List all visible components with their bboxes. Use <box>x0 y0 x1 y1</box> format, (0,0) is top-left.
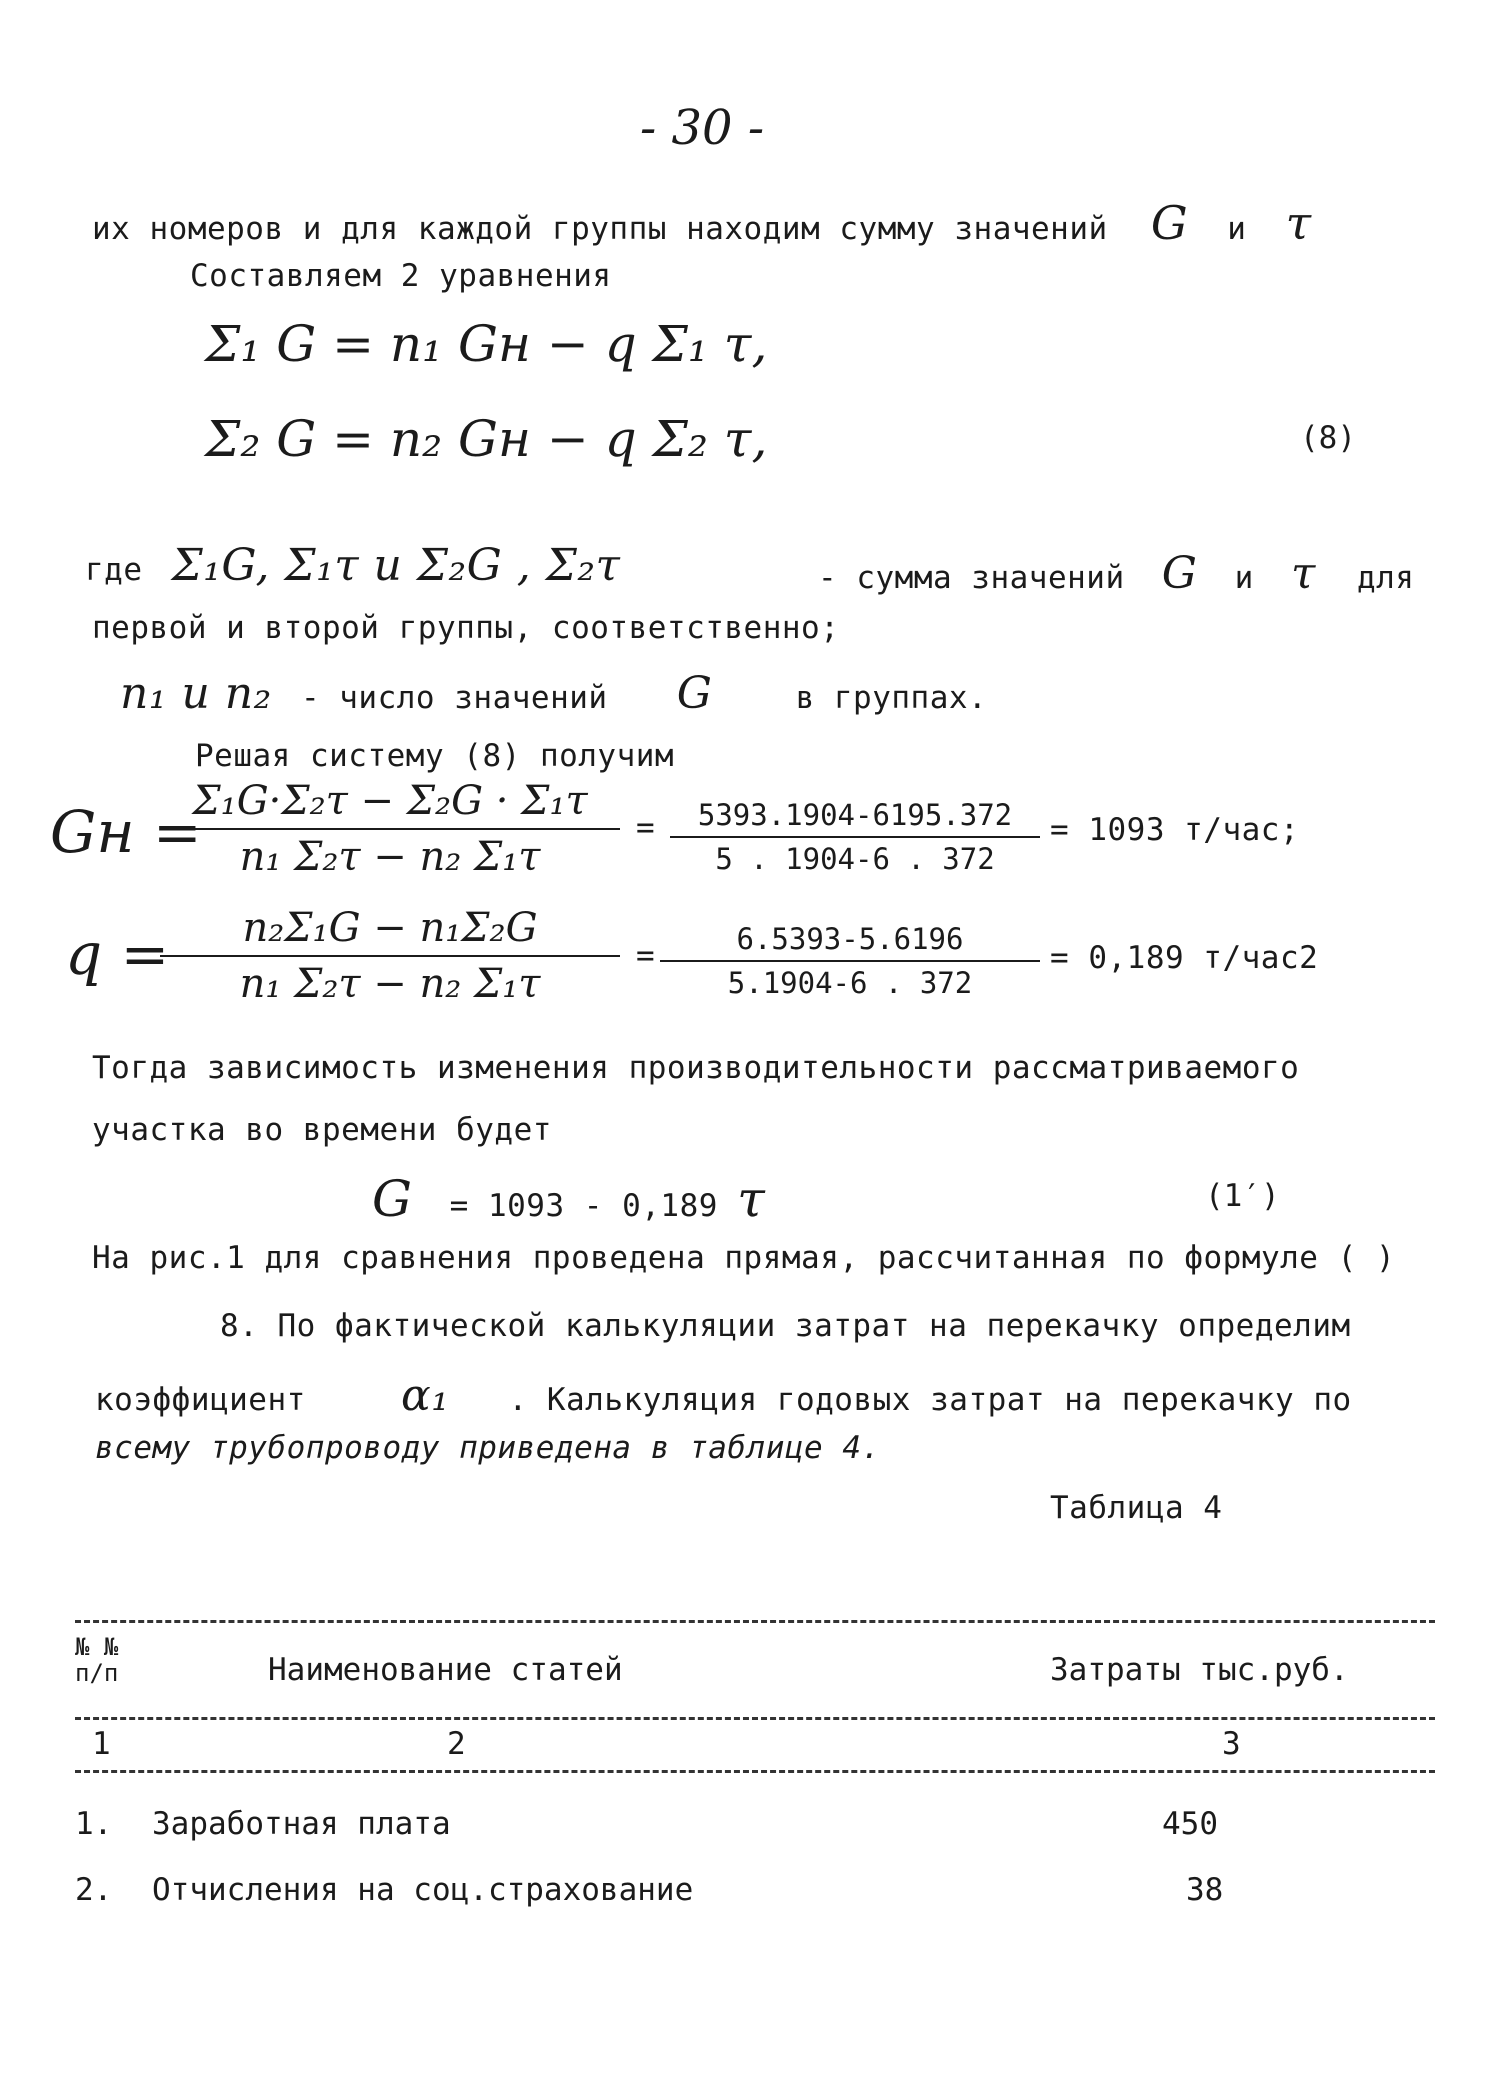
gn-result: = 1093 т/час; <box>1050 812 1300 848</box>
table-row-2-number: 2. <box>75 1872 113 1908</box>
item-8-line-3: всему трубопроводу приведена в таблице 4. <box>95 1430 881 1466</box>
table-col-number-1: 1 <box>92 1726 111 1762</box>
q-denominator: n₁ Σ₂τ − n₂ Σ₁τ <box>239 961 541 1007</box>
equation-8-line-1: Σ₁ G = n₁ Gн − q Σ₁ τ, <box>205 315 768 373</box>
n-line <box>120 668 987 719</box>
gn-values-fraction <box>670 798 1040 876</box>
gn-values-numerator: 5393.1904-6195.372 <box>670 798 1040 838</box>
page-number: - 30 - <box>640 100 765 156</box>
table-col-number-2: 2 <box>447 1726 466 1762</box>
table-row-2-name: Отчисления на соц.страхование <box>152 1872 694 1908</box>
where-rest <box>818 548 1414 599</box>
table-top-rule <box>75 1620 1435 1623</box>
groups-line: первой и второй группы, соответственно; <box>92 610 840 646</box>
item-8-line-2-rest: . Калькуляция годовых затрат на перекачку по <box>508 1382 1352 1418</box>
equation-8-line-2: Σ₂ G = n₂ Gн − q Σ₂ τ, <box>205 410 768 468</box>
where-formula: Σ₁G, Σ₁τ и Σ₂G , Σ₂τ <box>171 540 621 591</box>
solve-line: Решая систему (8) получим <box>195 738 675 774</box>
n-symbols: n₁ и n₂ <box>120 668 272 719</box>
compose-line: Составляем 2 уравнения <box>190 258 612 294</box>
equation-8-number: (8) <box>1300 420 1356 456</box>
table-numbers-rule <box>75 1770 1435 1773</box>
item-8-line-1: 8. По фактической калькуляции затрат на перекачку определим <box>220 1308 1351 1344</box>
where-end: для <box>1356 560 1415 596</box>
symbol-g: G <box>1150 196 1189 250</box>
n-line-end: в группах. <box>795 680 988 716</box>
symbol-g: G <box>676 668 713 719</box>
alpha-symbol: α₁ <box>400 1370 450 1421</box>
then-line-2: участка во времени будет <box>92 1112 552 1148</box>
intro-line <box>92 196 1312 250</box>
q-fraction <box>160 905 620 1007</box>
word-and: и <box>1234 560 1254 596</box>
table-caption: Таблица 4 <box>1050 1490 1223 1526</box>
table-header-rule <box>75 1717 1435 1720</box>
figure-line: На рис.1 для сравнения проведена прямая, рассчитанная по формуле ( ) <box>92 1240 1396 1276</box>
where-line <box>85 540 620 591</box>
item-8-line-2 <box>95 1370 1352 1421</box>
then-line-1: Тогда зависимость изменения производительности рассматриваемого <box>92 1050 1300 1086</box>
q-lhs: q = <box>65 920 170 988</box>
table-header-number: № № п/п <box>75 1633 119 1687</box>
gn-lhs: Gн = <box>50 798 202 866</box>
q-values-denominator: 5.1904-6 . 372 <box>727 966 973 1000</box>
equation-1 <box>372 1170 765 1228</box>
table-row-1-cost: 450 <box>1162 1806 1218 1842</box>
intro-text: их номеров и для каждой группы находим сумму значений <box>92 211 1108 247</box>
q-values-fraction <box>660 922 1040 1000</box>
gn-denominator: n₁ Σ₂τ − n₂ Σ₁τ <box>239 834 541 880</box>
item-8-coefficient-word: коэффициент <box>95 1382 306 1418</box>
symbol-tau: τ <box>1290 548 1316 599</box>
q-values-numerator: 6.5393-5.6196 <box>660 922 1040 962</box>
table-col-number-3: 3 <box>1222 1726 1241 1762</box>
where-word: где <box>85 552 143 588</box>
table-header-name: Наименование статей <box>268 1652 623 1688</box>
table-row-1-number: 1. <box>75 1806 113 1842</box>
table-row-1-name: Заработная плата <box>152 1806 451 1842</box>
symbol-tau: τ <box>737 1170 766 1228</box>
equation-1-number: (1′) <box>1205 1178 1280 1214</box>
gn-values-denominator: 5 . 1904-6 . 372 <box>715 842 995 876</box>
q-numerator: n₂Σ₁G − n₁Σ₂G <box>160 905 620 957</box>
table-row-2-cost: 38 <box>1186 1872 1224 1908</box>
gn-numerator: Σ₁G·Σ₂τ − Σ₂G · Σ₁τ <box>160 778 620 830</box>
q-result: = 0,189 т/час2 <box>1050 940 1319 976</box>
where-rest-text: - сумма значений <box>818 560 1125 596</box>
table-header-cost: Затраты тыс.руб. <box>1050 1652 1349 1688</box>
symbol-g: G <box>372 1170 413 1228</box>
symbol-tau: τ <box>1285 196 1312 250</box>
word-and: и <box>1227 211 1247 247</box>
symbol-g: G <box>1161 548 1198 599</box>
equation-1-text: = 1093 - 0,189 <box>449 1188 718 1224</box>
n-line-text: - число значений <box>300 680 608 716</box>
gn-fraction <box>160 778 620 880</box>
